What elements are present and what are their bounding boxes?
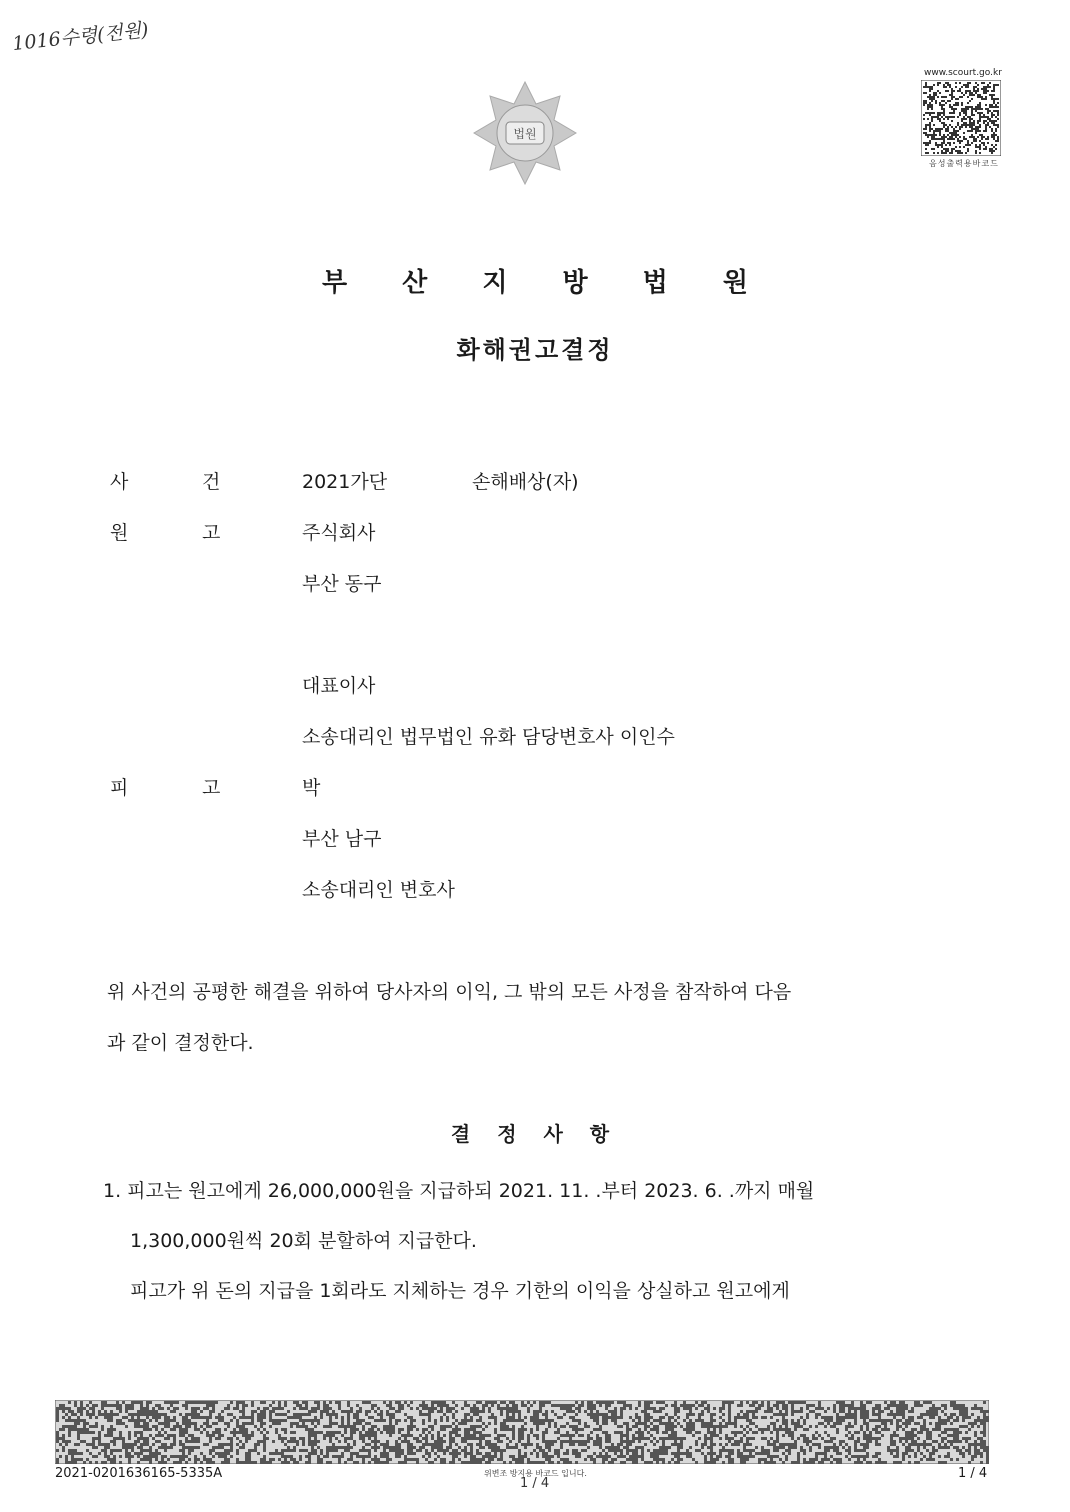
- qr-code-icon: [921, 80, 1001, 156]
- defendant-label-char-1: 피: [110, 777, 129, 799]
- decision-item-1-line-1: 1. 피고는 원고에게 26,000,000원을 지급하되 2021. 11. .부터 2023. 6. .까지 매월: [103, 1180, 815, 1202]
- barcode-notice: 위변조 방지용 바코드 입니다.: [484, 1469, 587, 1478]
- security-barcode-icon: [55, 1400, 989, 1464]
- court-name: 부 산 지 방 법 원: [322, 268, 771, 298]
- case-type: 손해배상(자): [472, 471, 579, 493]
- case-number: 2021가단: [302, 471, 388, 493]
- decision-heading: 결 정 사 항: [450, 1122, 620, 1146]
- plaintiff-name: 주식회사: [302, 522, 376, 544]
- intro-line-2: 과 같이 결정한다.: [107, 1032, 254, 1054]
- page-indicator-center: 1 / 4: [520, 1476, 550, 1491]
- page-number: 1 / 4: [958, 1466, 988, 1481]
- defendant-label-char-2: 고: [202, 777, 221, 799]
- plaintiff-attorney: 소송대리인 법무법인 유화 담당변호사 이인수: [302, 726, 675, 748]
- plaintiff-label-char-1: 원: [110, 522, 129, 544]
- qr-caption: 음성출력용바코드: [929, 159, 999, 168]
- defendant-attorney: 소송대리인 변호사: [302, 879, 455, 901]
- plaintiff-representative: 대표이사: [302, 675, 376, 697]
- emblem-label: 법원: [513, 127, 537, 141]
- defendant-address: 부산 남구: [302, 828, 382, 850]
- document-title: 화해권고결정: [456, 336, 614, 364]
- handwritten-note: 1016수령(전원): [11, 18, 150, 56]
- case-label-char-2: 건: [202, 471, 221, 493]
- plaintiff-label-char-2: 고: [202, 522, 221, 544]
- intro-line-1: 위 사건의 공평한 해결을 위하여 당사자의 이익, 그 밖의 모든 사정을 참작하여 다음: [107, 981, 792, 1003]
- document-id: 2021-0201636165-5335A: [55, 1466, 223, 1481]
- court-url: www.scourt.go.kr: [924, 68, 1002, 78]
- case-label-char-1: 사: [110, 471, 129, 493]
- court-emblem-icon: [470, 78, 580, 188]
- plaintiff-address: 부산 동구: [302, 573, 382, 595]
- defendant-name: 박: [302, 777, 321, 799]
- decision-item-1-line-2: 1,300,000원씩 20회 분할하여 지급한다.: [130, 1230, 477, 1252]
- decision-item-1-line-3: 피고가 위 돈의 지급을 1회라도 지체하는 경우 기한의 이익을 상실하고 원고에게: [130, 1280, 790, 1302]
